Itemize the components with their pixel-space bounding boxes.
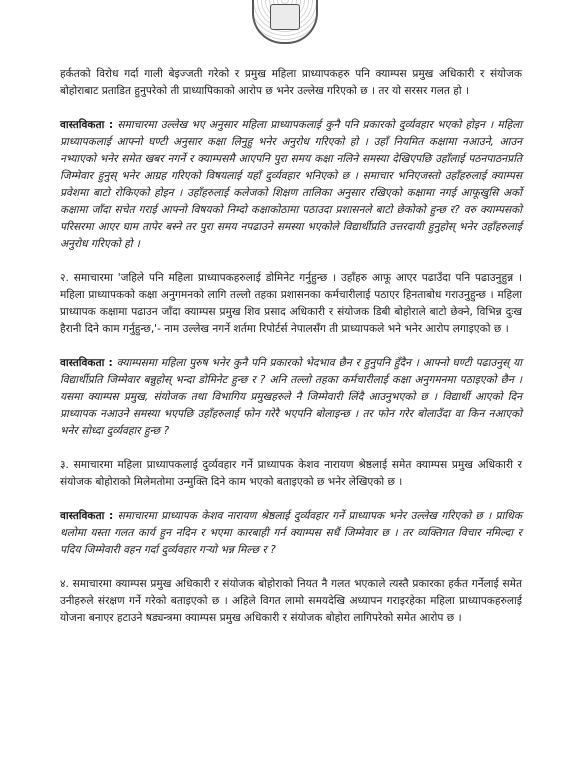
paragraph-5-text: समाचारमा महिला प्राध्यापकलाई दुर्व्यवहार गर्ने प्राध्यापक केशव नारायण श्रेष्ठलाई समेत क्याम्पस प्रमुख अधिकारी र संयोजक बोहोराको मिलेमतोमा उन्मुक्ति दिने काम भएको बताइएको छ भनेर लेखिएको छ । (60, 459, 522, 488)
paragraph-1 (60, 66, 522, 100)
document-body (60, 66, 522, 644)
paragraph-6-label: वास्तविकता : (60, 510, 114, 522)
paragraph-4-text: क्याम्पसमा महिला पुरुष भनेर कुनै पनि प्रकारको भेदभाव छैन र हुनुपनि हुँदैन । आफ्नो घण्टी पढाउनुस् या विद्यार्थीप्रति जिम्मेवार बन्नुहोस् भन्दा डोमिनेट हुन्छ र ? अनि तल्लो तहका कर्मचारीलाई कक्षा अनुगमनमा पठाइएको छैन । यसमा क्याम्पस प्रमुख, संयोजक तथा विभागिय प्रमुखहरुले नै जिम्मेवारी लिंदै आउनुभएको छ । विद्यार्थी आएको दिन प्राध्यापक नआउने समस्या भएपछि उहाँहरुलाई फोन गरेरै भएपनि बोलाइन्छ । तर फोन गरेर बोलाउँदा वा किन नआएको भनेर सोध्दा दुर्व्यवहार हुन्छ ? (60, 357, 522, 437)
paragraph-6 (60, 508, 522, 559)
paragraph-2-text: समाचारमा उल्लेख भए अनुसार महिला प्राध्यापकलाई कुनै पनि प्रकारको दुर्व्यवहार भएको होइन । महिला प्राध्यापकलाई आफ्नो घण्टी अनुसार कक्षा लिनुहु भनेर अनुरोध गरिएको हो । उहाँ नियमित कक्षामा नआउने, आउन नभ्याएको भनेर समेत खबर नगर्ने र क्याम्पसमै आएपनि पुरा समय कक्षा नलिने समस्या देखिएपछि उहाँलाई पठनपाठनप्रति जिम्मेवार हुनुस् भनेर आग्रह गरिएको विषयलाई यहाँ दुर्व्यवहार भनिएको छ । समाचार भनिएजस्तो उहाँहरुलाई क्याम्पस प्रवेशमा बाटो रोकिएको होइन । उहाँहरुलाई कलेजको शिक्षण तालिका अनुसार रखिएको कक्षामा नगई आफूखुसि अर्को कक्षामा जाँदा सचेत गराई आफ्नो विषयको निम्दो कक्षाकोठामा पठाउदा प्रशासनले बाटो छेकोको हुन्छ र? वरु क्याम्पसको परिसरमा आएर घाम तापेर बस्ने तर पुरा समय नपढाउने समस्या भएकोले विद्यार्थीप्रति उत्तरदायी हुनुहोस् भनेर उहाँहरुलाई अनुरोध गरिएको हो । (60, 119, 522, 250)
paragraph-6-text: समाचारमा प्राध्यापक केशव नारायण श्रेष्ठलाई दुर्व्यवहार गर्ने प्राध्यापक भनेर उल्लेख गरिएको छ । प्राथिक थलोमा यस्ता गलत कार्य हुन नदिन र भएमा कारबाही गर्न क्याम्पस सधैं जिम्मेवार छ । तर व्यक्तिगत विचार नमिल्दा र पदिय जिम्मेवारी वहन गर्दा दुर्व्यवहार गर्‍यो भन्न मिल्छ र ? (60, 510, 522, 556)
paragraph-4 (60, 355, 522, 440)
paragraph-4-label: वास्तविकता : (60, 357, 113, 369)
paragraph-3-label: २. (60, 272, 69, 284)
paragraph-2-label: वास्तविकता : (60, 119, 114, 131)
paragraph-5 (60, 457, 522, 491)
paragraph-2 (60, 117, 522, 253)
paragraph-7-label: ४. (60, 578, 69, 590)
paragraph-3-text: समाचारमा 'जहिले पनि महिला प्राध्यापकहरुलाई डोमिनेट गर्नुहुन्छ । उहाँहरु आफू आएर पढाउँदा पनि पढाउनुहुन्न । महिला प्राध्यापकको कक्षा अनुगमनको लागि तल्लो तहका प्रशासनका कर्मचारीलाई पठाएर हिनताबोध गराउनुहुन्छ । महिला प्राध्यापक कक्षामा पढाउन जाँदा क्याम्पस प्रमुख शिव प्रसाद अधिकारी र संयोजक डिबी बोहोराले बाटो छेक्ने, विभिन्न दुःख हैरानी दिने काम गर्नुहुन्छ,'- नाम उल्लेख नगर्ने शर्तमा रिपोर्टर्स नेपालसँग ती प्राध्यापकले भने भनेर आरोप लगाइएको छ । (60, 272, 522, 335)
paragraph-3 (60, 270, 522, 338)
paragraph-1-text: हर्कतको विरोध गर्दा गाली बेइज्जती गरेको र प्रमुख महिला प्राध्यापकहरु पनि क्याम्पस प्रमुख अधिकारी र संयोजक बोहोराबाट प्रताडित हुनुपरेको ती प्राध्यापिकाको आरोप छ भनेर उल्लेख गरिएको छ । तर यो सरसर गलत हो । (60, 68, 522, 97)
paragraph-5-label: ३. (60, 459, 69, 471)
emblem-icon (270, 4, 300, 30)
seal-stamp-image (252, 0, 318, 44)
paragraph-7 (60, 576, 522, 627)
paragraph-7-text: समाचारमा क्याम्पस प्रमुख अधिकारी र संयोजक बोहोराको नियत नै गलत भएकाले त्यस्तै प्रकारका हर्कत गर्नेलाई समेत उनीहरुले संरक्षण गर्ने गरेको बताइएको छ । अहिले विगत लामो समयदेखि अध्यापन गराइरहेका महिला प्राध्यापकहरुलाई योजना बनाएर हटाउने षड्यन्त्रमा क्याम्पस प्रमुख अधिकारी र संयोजक बोहोरा लागिपरेको समेत आरोप छ । (60, 578, 522, 624)
